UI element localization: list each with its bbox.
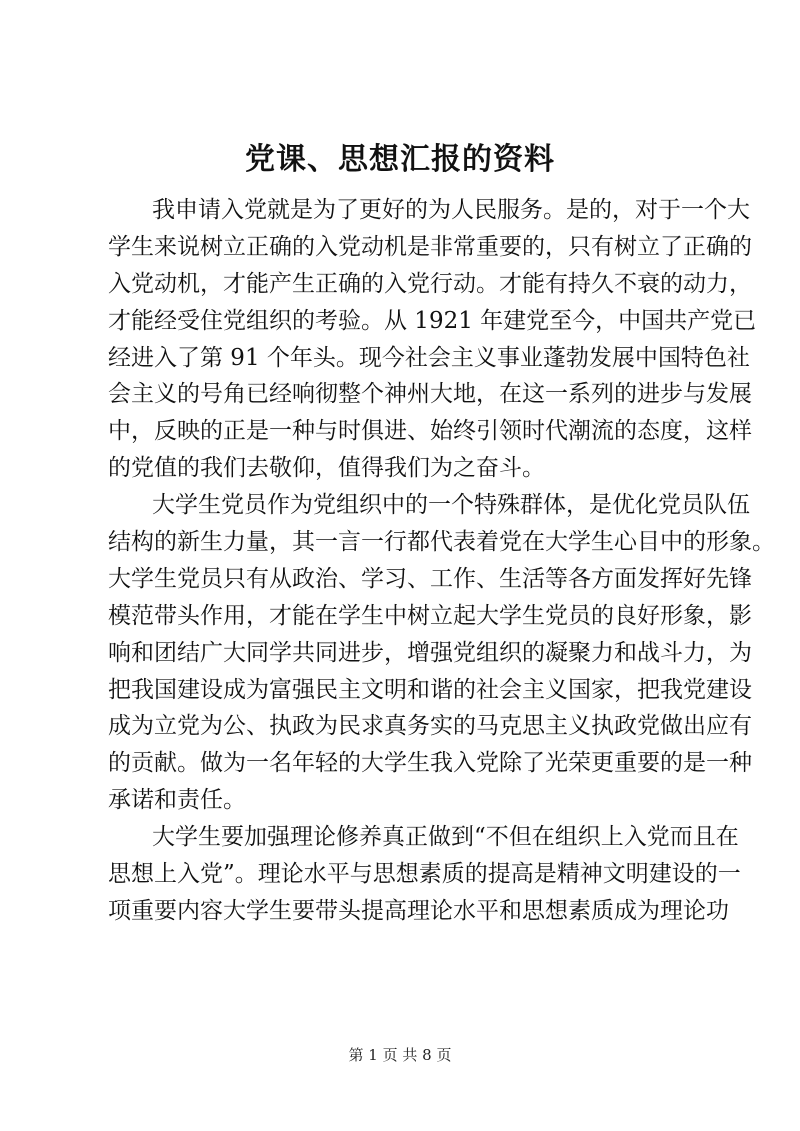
text-line: 承诺和责任。: [108, 787, 246, 814]
text-line: 才能经受住党组织的考验。从 1921 年建党至今，中国共产党已: [108, 307, 757, 334]
text-line: 结构的新生力量，其一言一行都代表着党在大学生心目中的形象。: [108, 529, 775, 556]
text-line: 我申请入党就是为了更好的为人民服务。是的，对于一个大: [152, 197, 750, 223]
body-text: [108, 192, 775, 930]
text-line: 思想上入党”。理论水平与思想素质的提高是精神文明建设的一: [108, 861, 741, 888]
page-footer: 第 1 页 共 8 页: [348, 1046, 452, 1064]
text-line: 成为立党为公、执政为民求真务实的马克思主义执政党做出应有: [108, 713, 752, 740]
text-line: 大学生党员作为党组织中的一个特殊群体，是优化党员队伍: [152, 492, 750, 519]
text-line: 大学生要加强理论修养真正做到“不但在组织上入党而且在: [152, 824, 739, 851]
text-line: 把我国建设成为富强民主文明和谐的社会主义国家，把我党建设: [108, 676, 752, 703]
text-line: 入党动机，才能产生正确的入党行动。才能有持久不衰的动力，: [108, 270, 752, 297]
text-line: 响和团结广大同学共同进步，增强党组织的凝聚力和战斗力，为: [108, 639, 752, 666]
text-line: 中，反映的正是一种与时俱进、始终引领时代潮流的态度，这样: [108, 418, 752, 445]
text-line: 的党值的我们去敬仰，值得我们为之奋斗。: [108, 455, 545, 482]
text-line: 学生来说树立正确的入党动机是非常重要的，只有树立了正确的: [108, 233, 752, 260]
text-line: 的贡献。做为一名年轻的大学生我入党除了光荣更重要的是一种: [108, 750, 752, 777]
page-title: 党课、思想汇报的资料: [245, 142, 555, 177]
text-line: 会主义的号角已经响彻整个神州大地，在这一系列的进步与发展: [108, 381, 752, 408]
text-line: 项重要内容大学生要带头提高理论水平和思想素质成为理论功: [108, 897, 729, 924]
text-line: 经进入了第 91 个年头。现今社会主义事业蓬勃发展中国特色社: [108, 344, 750, 371]
text-line: 大学生党员只有从政治、学习、工作、生活等各方面发挥好先锋: [108, 565, 752, 592]
text-line: 模范带头作用，才能在学生中树立起大学生党员的良好形象，影: [108, 602, 752, 629]
